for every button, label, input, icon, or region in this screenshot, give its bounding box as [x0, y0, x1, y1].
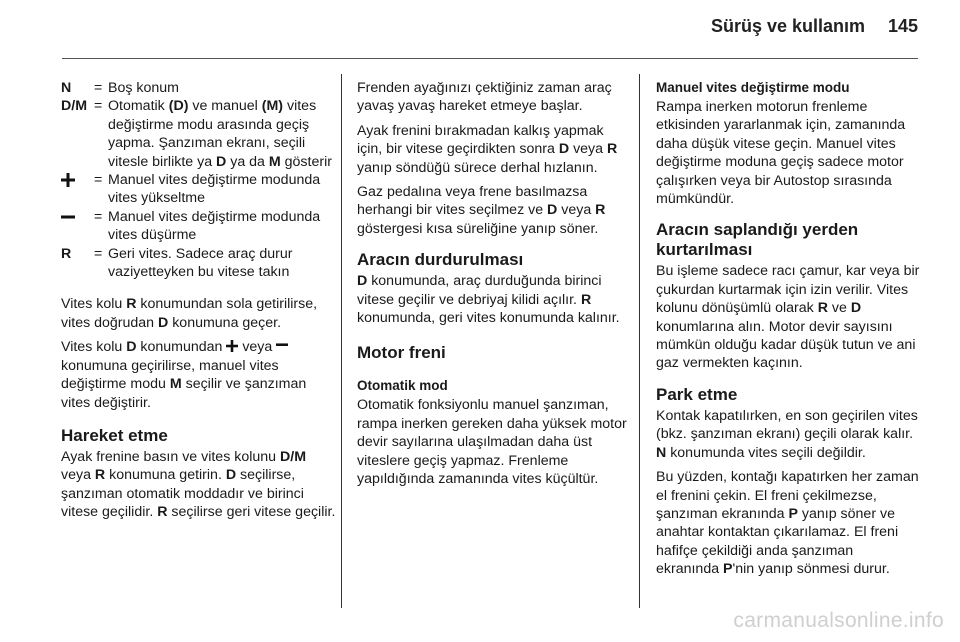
plus-icon	[61, 171, 94, 208]
chapter-title: Sürüş ve kullanım	[710, 16, 865, 36]
paragraph-hareket: Ayak frenine basın ve vites kolunu D/M veya R konumuna getirin. D seçilirse, şanzıman otomatik moddadır ve birinci vitese geçilidir. R seçilirse geri vitese geçilir.	[61, 448, 336, 521]
column-divider-2	[639, 74, 640, 608]
heading-otomatik-mod: Otomatik mod	[357, 378, 448, 394]
column-1	[61, 79, 339, 528]
heading-hareket-etme: Hareket etme	[61, 425, 168, 445]
legend-row-n: N = Boş konum	[61, 80, 179, 96]
paragraph-no-gear: Gaz pedalına veya frene basılmazsa herhangi bir vites seçilmez ve D veya R göstergesi kısa süreliğine yanıp söner.	[357, 184, 606, 237]
heading-manuel-mod: Manuel vites değiştirme modu	[656, 80, 850, 95]
plus-icon	[226, 340, 238, 352]
heading-durdurulmasi: Aracın durdurulması	[357, 250, 524, 270]
column-divider-1	[341, 74, 342, 608]
paragraph-brake-release: Frenden ayağınızı çektiğiniz zaman araç yavaş yavaş hareket etmeye başlar.	[357, 80, 612, 115]
paragraph-manuel-mod: Rampa inerken motorun frenleme etkisinden yararlanmak için, zamanında daha düşük vitese geçin. Manuel vites değiştirme moduna geçiş sadece motor çalışırken veya bir Autostop sırasında mümkündür.	[656, 99, 906, 208]
header-rule	[62, 58, 918, 59]
heading-motor-freni: Motor freni	[357, 343, 446, 363]
paragraph-durdurulmasi: D konumunda, araç durduğunda birinci vitese geçilir ve debriyaj kilidi açılır. R konumunda, geri vites konumunda kalınır.	[357, 273, 620, 327]
minus-icon	[276, 340, 288, 352]
heading-park-etme: Park etme	[656, 384, 738, 404]
legend-row-plus: = Manuel vites değiştirme modunda vites yükseltme	[61, 171, 339, 208]
watermark: carmanualsonline.info	[733, 609, 944, 632]
paragraph-quick-start: Ayak frenini bırakmadan kalkış yapmak için, bir vitese geçirdikten sonra D veya R yanıp söndüğü sürece derhal hızlanın.	[357, 122, 618, 176]
paragraph-park-2: Bu yüzden, kontağı kapatırken her zaman el frenini çekin. El freni çekilmezse, şanzıman ekranında P yanıp söner ve anahtar kontaktan çıkarılamaz. El freni hafifçe çekildiği anda şanzıman ekranında P'nin yanıp sönmesi durur.	[656, 469, 919, 578]
page-header	[0, 0, 960, 60]
paragraph-park-1: Kontak kapatılırken, en son geçirilen vites (bkz. şanzıman ekranı) geçili olarak kalır. N konumunda vites seçili değildir.	[656, 407, 918, 461]
paragraph-manual-mode: Vites kolu D konumundan veya konumuna geçirilirse, manuel vites değiştirme modu M seçilir ve şanzıman vites değiştirir.	[61, 339, 307, 411]
page-number: 145	[887, 16, 918, 36]
minus-icon	[61, 208, 94, 245]
column-2	[357, 79, 627, 495]
paragraph-otomatik-mod: Otomatik fonksiyonlu manuel şanzıman, rampa inerken gereken daha yüksek motor devir sayılarına ulaşılmadan daha üst viteslere geçiş yapmaz. Frenleme yapıldığında zamanında vites küçültür.	[357, 397, 627, 488]
column-3	[656, 79, 920, 585]
heading-saplandigi: Aracın saplandığı yerden kurtarılması	[656, 220, 859, 260]
gear-legend	[61, 79, 339, 281]
legend-row-dm: D/M = Otomatik (D) ve manuel (M) vites değiştirme modu arasında geçiş yapma. Şanzıman ekranı, seçili vitesle birlikte ya D ya da M gösterir	[61, 98, 332, 170]
paragraph-saplandigi: Bu işleme sadece racı çamur, kar veya bir çukurdan kurtarmak için izin verilir. Vites kolunu dönüşümlü olarak R ve D konumlarına alın. Motor devir sayısını mümkün olduğu kadar düşük tutun ve ani gaz vermekten kaçının.	[656, 263, 920, 372]
paragraph-r-to-d: Vites kolu R konumundan sola getirilirse, vites doğrudan D konumuna geçer.	[61, 296, 318, 331]
legend-row-r: R = Geri vites. Sadece araç durur vaziyetteyken bu vitese takın	[61, 245, 293, 281]
legend-row-minus: = Manuel vites değiştirme modunda vites düşürme	[61, 208, 339, 245]
